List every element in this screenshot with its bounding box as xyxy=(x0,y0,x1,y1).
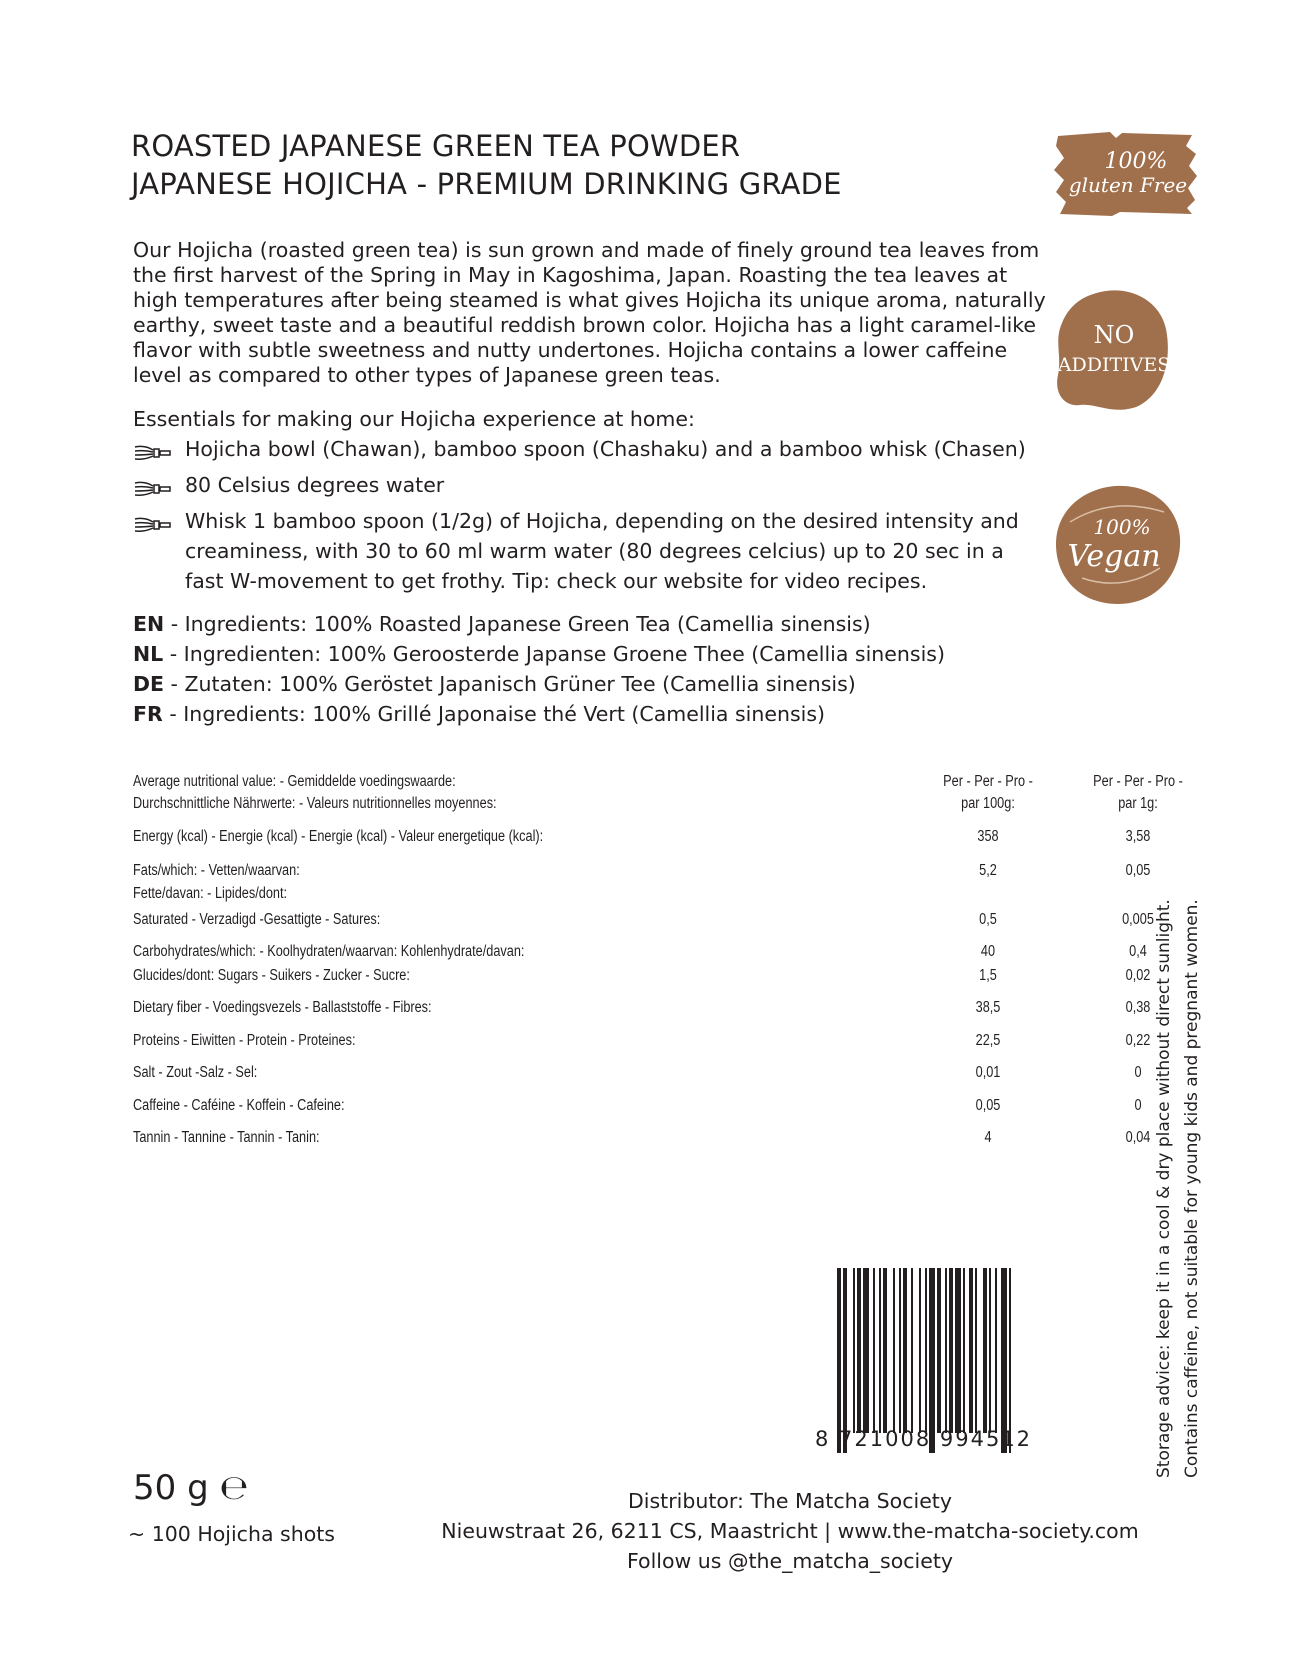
ingredient-en xyxy=(133,609,945,639)
col-header-per-100g: Per - Per - Pro - xyxy=(943,773,1033,790)
nutrient-label: Dietary fiber - Voedingsvezels - Ballaststoffe - Fibres: xyxy=(133,999,432,1016)
whisk-icon xyxy=(133,470,185,506)
list-item xyxy=(133,506,1033,596)
language-code: FR xyxy=(133,702,163,726)
header-label: Average nutritional value: - Gemiddelde voedingswaarde: xyxy=(133,773,456,790)
badge-text: NO xyxy=(1093,321,1135,349)
whisk-icon xyxy=(133,434,185,470)
description-line: flavor with subtle sweetness and nutty undertones. Hojicha contains a lower caffeine xyxy=(133,338,1008,362)
badge-text: 100% xyxy=(1104,149,1168,174)
ingredient-fr xyxy=(133,699,945,729)
badge-text: Vegan xyxy=(1067,539,1161,574)
description-line: Our Hojicha (roasted green tea) is sun grown and made of finely ground tea leaves from xyxy=(133,238,1040,262)
nutrient-label: Energy (kcal) - Energie (kcal) - Energie (kcal) - Valeur energetique (kcal): xyxy=(133,828,544,845)
value-per-1g: 3,58 xyxy=(1125,828,1151,845)
badge-text: ADDITIVES xyxy=(1057,354,1170,376)
badge-text: 100% xyxy=(1093,515,1151,539)
value-per-100g: 0,5 xyxy=(979,911,997,928)
value-per-1g: 0,05 xyxy=(1125,862,1151,879)
nutrient-label: Fats/which: - Vetten/waarvan: xyxy=(133,862,300,879)
value-per-100g: 40 xyxy=(980,943,996,960)
product-title xyxy=(131,127,842,203)
title-line-2: JAPANESE HOJICHA - PREMIUM DRINKING GRADE xyxy=(131,167,842,201)
ingredient-text: - Zutaten: 100% Geröstet Japanisch Grüner Tee (Camellia sinensis) xyxy=(164,672,856,696)
description-line: earthy, sweet taste and a beautiful reddish brown color. Hojicha has a light caramel-like xyxy=(133,313,1037,337)
essential-text: Hojicha bowl (Chawan), bamboo spoon (Chashaku) and a bamboo whisk (Chasen) xyxy=(185,437,1026,461)
ingredient-nl xyxy=(133,639,945,669)
ingredient-de xyxy=(133,669,945,699)
weight-value: 50 g xyxy=(133,1468,209,1508)
header-label: Durchschnittliche Nährwerte: - Valeurs nutritionnelles moyennes: xyxy=(133,795,497,812)
value-per-1g: 0 xyxy=(1134,1097,1142,1114)
product-description xyxy=(133,238,1046,388)
value-per-100g: 0,01 xyxy=(975,1064,1001,1081)
col-header-per-1g: Per - Per - Pro - xyxy=(1093,773,1183,790)
col-header-per-100g: par 100g: xyxy=(961,795,1015,812)
value-per-1g: 0,38 xyxy=(1125,999,1151,1016)
barcode xyxy=(837,1268,1052,1453)
value-per-1g: 0,02 xyxy=(1125,967,1151,984)
barcode-number: 8 721008 994512 xyxy=(815,1427,1033,1451)
value-per-1g: 0,04 xyxy=(1125,1129,1151,1146)
value-per-1g: 0,22 xyxy=(1125,1032,1151,1049)
no-additives-badge xyxy=(1052,285,1170,413)
nutrient-label: Saturated - Verzadigd -Gesattigte - Satures: xyxy=(133,911,381,928)
distributor-address: Nieuwstraat 26, 6211 CS, Maastricht | www.the-matcha-society.com xyxy=(441,1519,1139,1543)
storage-advice xyxy=(1150,899,1212,1478)
essential-text: fast W-movement to get frothy. Tip: check our website for video recipes. xyxy=(185,569,928,593)
storage-line: Storage advice: keep it in a cool & dry place without direct sunlight. xyxy=(1154,899,1174,1478)
value-per-1g: 0 xyxy=(1134,1064,1142,1081)
shots-count: ~ 100 Hojicha shots xyxy=(128,1522,335,1546)
col-header-per-1g: par 1g: xyxy=(1118,795,1158,812)
value-per-100g: 358 xyxy=(977,828,999,845)
ingredient-text: - Ingredients: 100% Grillé Japonaise thé Vert (Camellia sinensis) xyxy=(162,702,826,726)
nutrient-label: Glucides/dont: Sugars - Suikers - Zucker - Sucre: xyxy=(133,967,410,984)
language-code: NL xyxy=(133,642,164,666)
nutrient-label: Fette/davan: - Lipides/dont: xyxy=(133,885,288,902)
whisk-icon xyxy=(133,506,185,596)
value-per-100g: 22,5 xyxy=(975,1032,1001,1049)
vegan-badge xyxy=(1052,482,1184,608)
distributor-name: Distributor: The Matcha Society xyxy=(628,1489,952,1513)
description-line: level as compared to other types of Japanese green teas. xyxy=(133,363,721,387)
value-per-100g: 5,2 xyxy=(979,862,997,879)
net-weight xyxy=(133,1468,249,1508)
ingredient-text: - Ingredienten: 100% Geroosterde Japanse Groene Thee (Camellia sinensis) xyxy=(163,642,945,666)
ingredient-text: - Ingredients: 100% Roasted Japanese Green Tea (Camellia sinensis) xyxy=(164,612,871,636)
value-per-100g: 0,05 xyxy=(975,1097,1001,1114)
essential-text: Whisk 1 bamboo spoon (1/2g) of Hojicha, depending on the desired intensity and xyxy=(185,509,1019,533)
description-line: high temperatures after being steamed is what gives Hojicha its unique aroma, naturally xyxy=(133,288,1046,312)
nutrient-label: Caffeine - Caféine - Koffein - Cafeine: xyxy=(133,1097,345,1114)
value-per-100g: 4 xyxy=(984,1129,992,1146)
language-code: DE xyxy=(133,672,165,696)
essentials-list xyxy=(133,434,1033,596)
nutrient-label: Salt - Zout -Salz - Sel: xyxy=(133,1064,258,1081)
social-handle: Follow us @the_matcha_society xyxy=(626,1549,954,1573)
list-item xyxy=(133,434,1033,470)
essential-text: creaminess, with 30 to 60 ml warm water (80 degrees celcius) up to 20 sec in a xyxy=(185,539,1004,563)
nutrient-label: Proteins - Eiwitten - Protein - Proteines: xyxy=(133,1032,356,1049)
language-code: EN xyxy=(133,612,165,636)
nutrient-label: Carbohydrates/which: - Koolhydraten/waarvan: Kohlenhydrate/davan: xyxy=(133,943,525,960)
gluten-free-badge xyxy=(1050,130,1200,216)
estimated-sign-icon: ℮ xyxy=(219,1468,249,1508)
title-line-1: ROASTED JAPANESE GREEN TEA POWDER xyxy=(131,129,741,163)
essential-text: 80 Celsius degrees water xyxy=(185,473,445,497)
badge-text: gluten Free xyxy=(1068,173,1188,197)
ingredients-list xyxy=(133,609,945,729)
value-per-1g: 0,4 xyxy=(1129,943,1147,960)
value-per-100g: 38,5 xyxy=(975,999,1001,1016)
value-per-100g: 1,5 xyxy=(979,967,997,984)
description-line: the first harvest of the Spring in May in Kagoshima, Japan. Roasting the tea leaves at xyxy=(133,263,1008,287)
essentials-intro: Essentials for making our Hojicha experience at home: xyxy=(133,407,695,431)
list-item xyxy=(133,470,1033,506)
distributor-info xyxy=(440,1486,1140,1576)
caffeine-warning: Contains caffeine, not suitable for young kids and pregnant women. xyxy=(1182,899,1202,1478)
value-per-1g: 0,005 xyxy=(1122,911,1154,928)
nutrient-label: Tannin - Tannine - Tannin - Tanin: xyxy=(133,1129,320,1146)
